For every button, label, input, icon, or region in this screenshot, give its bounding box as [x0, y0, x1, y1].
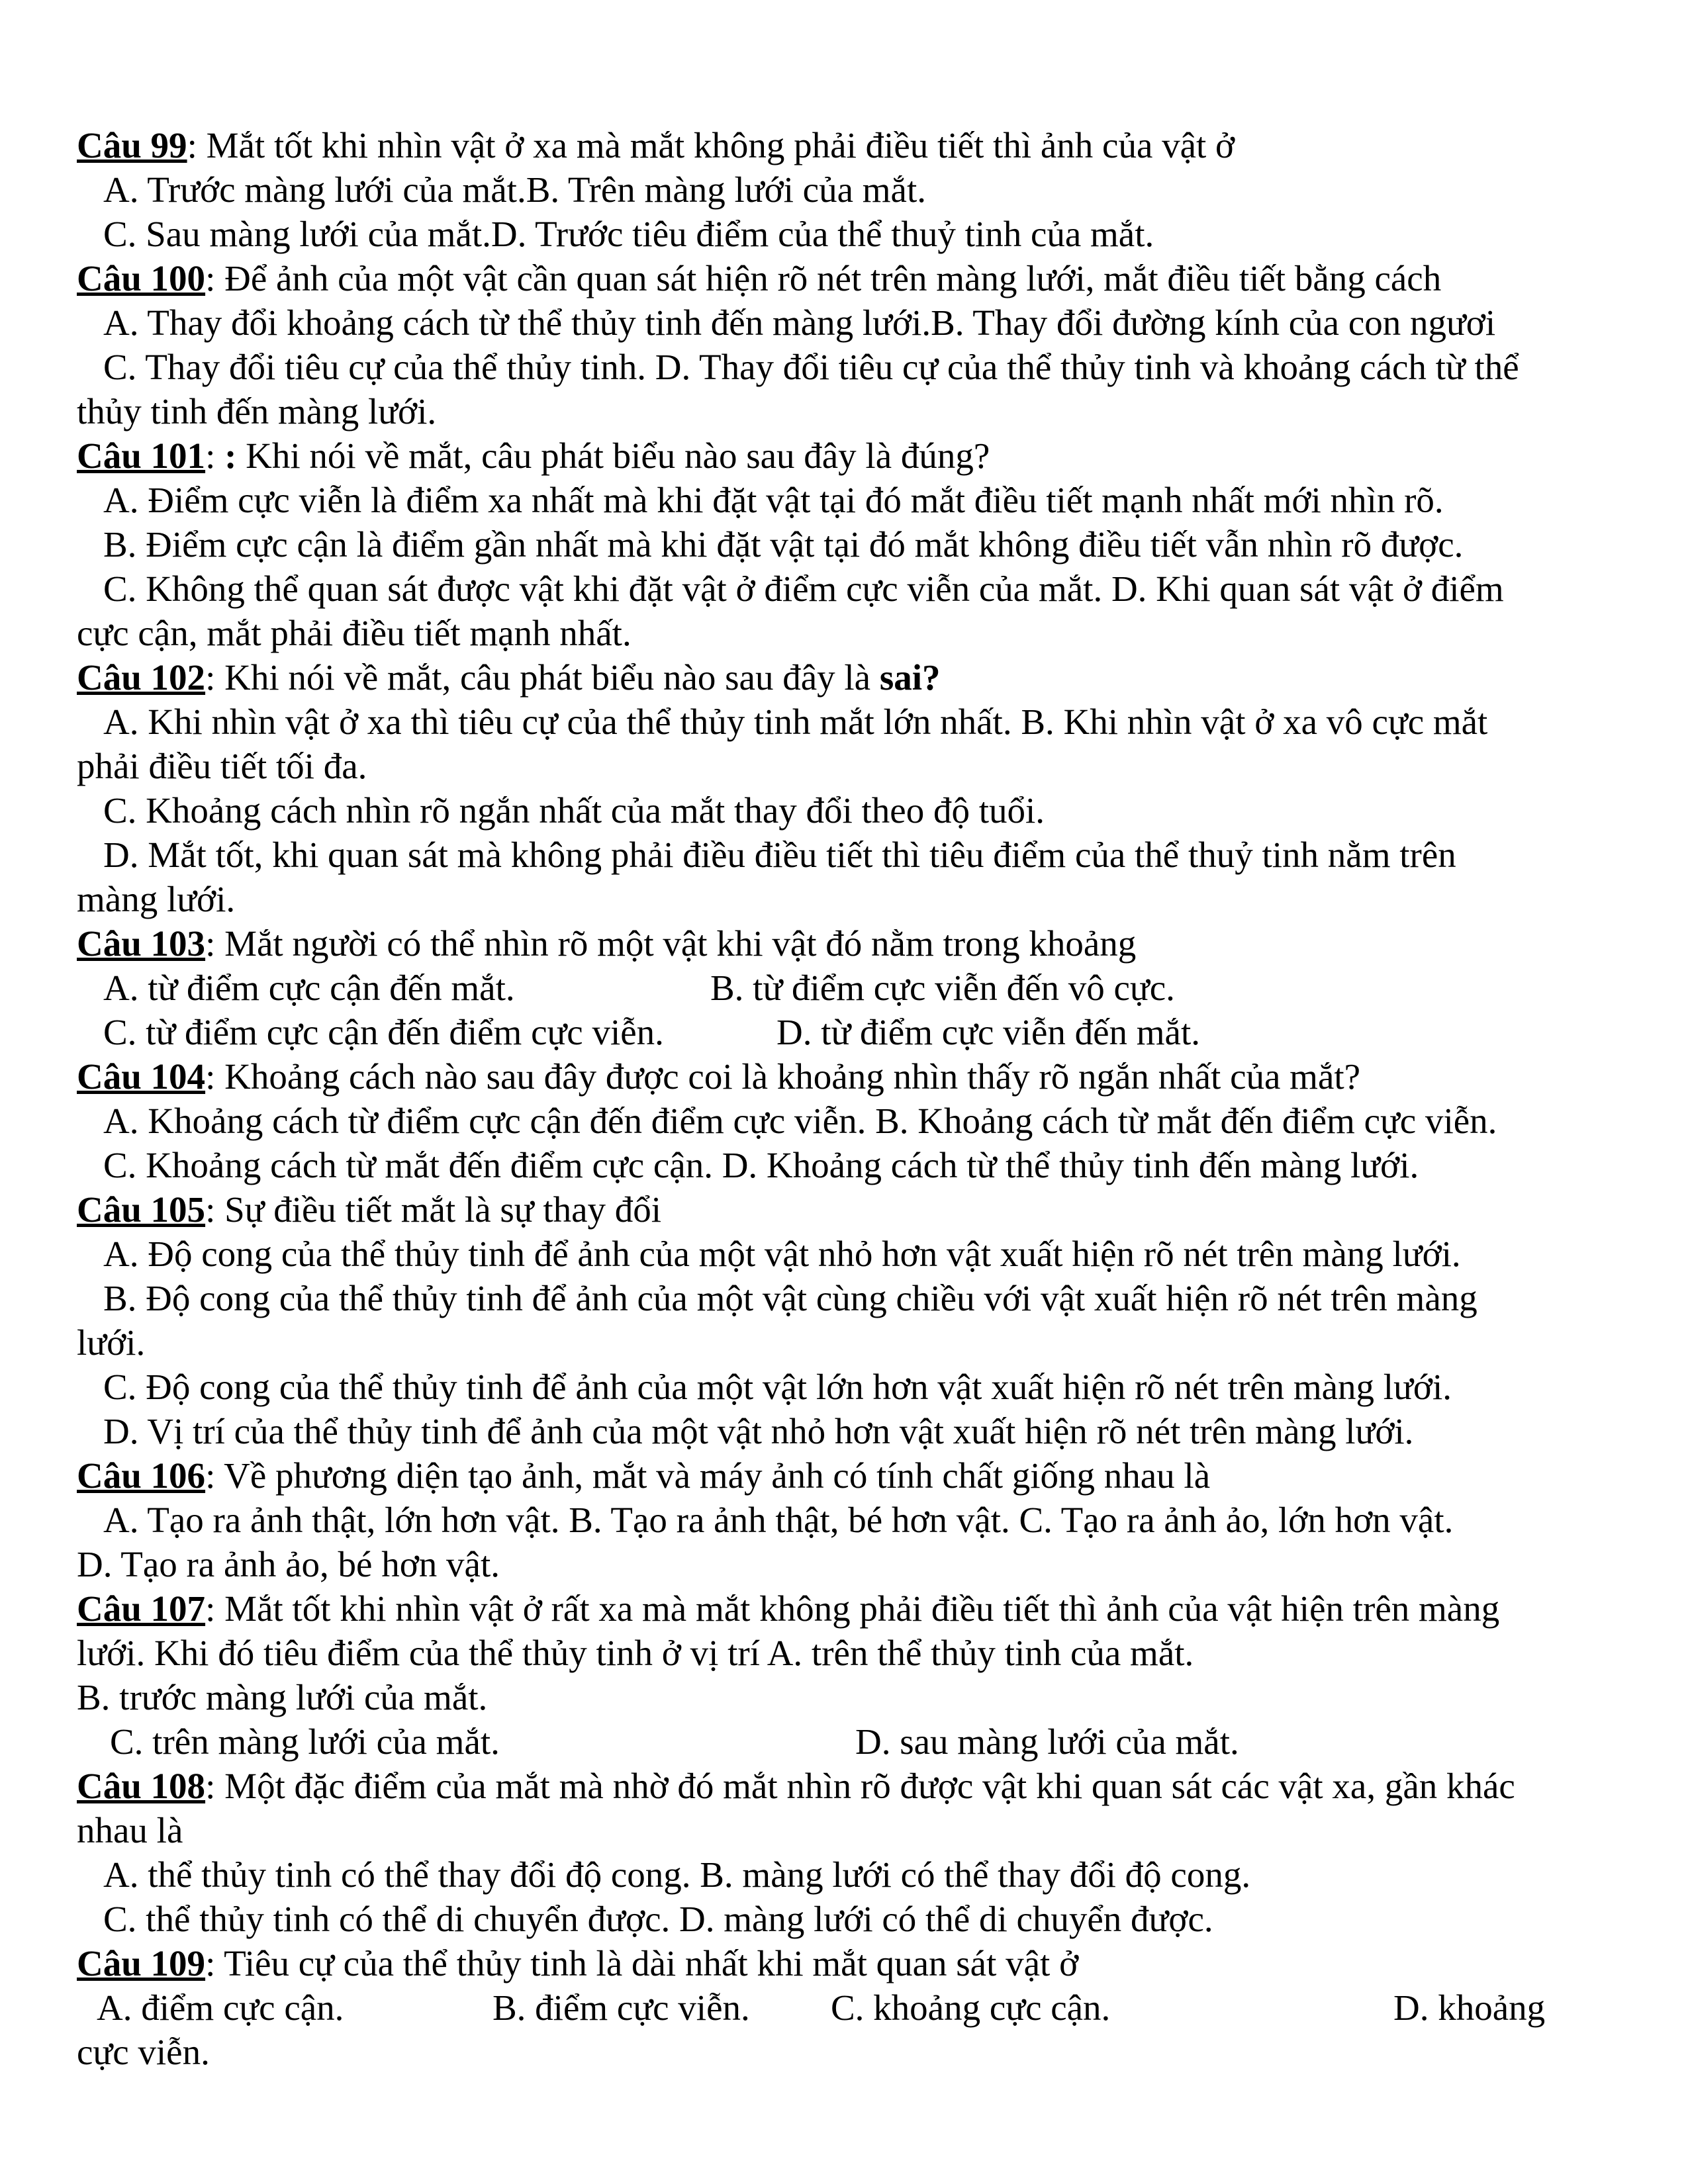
answer-line	[77, 1719, 1626, 1764]
answer-line: C. Thay đổi tiêu cự của thể thủy tinh. D. Thay đổi tiêu cự của thể thủy tinh và khoảng cách từ thể	[103, 347, 1519, 387]
question-label: Câu 99	[77, 125, 187, 165]
answer-line: C. Độ cong của thể thủy tinh để ảnh của một vật lớn hơn vật xuất hiện rõ nét trên màng lưới.	[103, 1367, 1452, 1407]
question-109	[77, 1941, 1626, 1985]
question-105	[77, 1187, 1626, 1232]
question-stem: Khi nói về mắt, câu phát biểu nào sau đây là đúng?	[236, 435, 990, 476]
question-label: Câu 102	[77, 657, 206, 698]
answer-line: A. Khi nhìn vật ở xa thì tiêu cự của thể thủy tinh mắt lớn nhất. B. Khi nhìn vật ở xa vô cực mắt	[103, 702, 1488, 742]
option-d: D. khoảng	[1393, 1987, 1546, 2028]
answer-line: cực viễn.	[77, 2032, 210, 2072]
question-label: Câu 100	[77, 258, 206, 298]
option-c: C. từ điểm cực cận đến điểm cực viễn.	[103, 1012, 664, 1052]
answer-line: B. Điểm cực cận là điểm gần nhất mà khi đặt vật tại đó mắt không điều tiết vẫn nhìn rõ được.	[103, 524, 1464, 565]
option-b: B. từ điểm cực viễn đến vô cực.	[710, 968, 1175, 1008]
answer-line: lưới. Khi đó tiêu điểm của thể thủy tinh ở vị trí A. trên thể thủy tinh của mắt.	[77, 1633, 1194, 1673]
question-label: Câu 101	[77, 435, 206, 476]
answer-line: thủy tinh đến màng lưới.	[77, 391, 437, 432]
answer-line: màng lưới.	[77, 879, 236, 919]
answer-line: A. thể thủy tinh có thể thay đổi độ cong. B. màng lưới có thể thay đổi độ cong.	[103, 1854, 1251, 1895]
question-101	[77, 433, 1626, 478]
question-label: Câu 105	[77, 1189, 206, 1230]
answer-line	[77, 1985, 1626, 2030]
answer-line: A. Điểm cực viễn là điểm xa nhất mà khi đặt vật tại đó mắt điều tiết mạnh nhất mới nhìn rõ.	[103, 480, 1444, 520]
question-stem: : Sự điều tiết mắt là sự thay đổi	[205, 1189, 662, 1230]
question-label: Câu 108	[77, 1766, 206, 1806]
question-label: Câu 103	[77, 923, 206, 964]
question-label: Câu 106	[77, 1455, 206, 1496]
question-stem: : Tiêu cự của thể thủy tinh là dài nhất khi mắt quan sát vật ở	[205, 1943, 1079, 1983]
question-stem: : Mắt tốt khi nhìn vật ở xa mà mắt không phải điều tiết thì ảnh của vật ở	[187, 125, 1235, 165]
answer-line: C. Không thể quan sát được vật khi đặt vật ở điểm cực viễn của mắt. D. Khi quan sát vật ở điểm	[103, 569, 1504, 609]
question-stem: : Để ảnh của một vật cần quan sát hiện rõ nét trên màng lưới, mắt điều tiết bằng cách	[205, 258, 1442, 298]
answer-line: C. Khoảng cách nhìn rõ ngắn nhất của mắt thay đổi theo độ tuổi.	[103, 790, 1045, 831]
question-label: Câu 107	[77, 1588, 206, 1629]
question-102	[77, 655, 1626, 700]
answer-line: cực cận, mắt phải điều tiết mạnh nhất.	[77, 613, 632, 653]
question-104	[77, 1054, 1626, 1099]
option-c: C. trên màng lưới của mắt.	[110, 1721, 500, 1762]
question-107	[77, 1586, 1626, 1631]
answer-line	[77, 1010, 1626, 1054]
answer-line: A. Trước màng lưới của mắt.B. Trên màng lưới của mắt.	[103, 169, 926, 210]
question-stem-colon: :	[224, 435, 237, 476]
question-stem: : Khoảng cách nào sau đây được coi là khoảng nhìn thấy rõ ngắn nhất của mắt?	[205, 1056, 1361, 1097]
question-108	[77, 1764, 1626, 1808]
question-stem-emphasis: sai?	[879, 657, 941, 698]
question-99	[77, 123, 1626, 167]
option-d: D. từ điểm cực viễn đến mắt.	[776, 1012, 1200, 1052]
answer-line: A. Độ cong của thể thủy tinh để ảnh của một vật nhỏ hơn vật xuất hiện rõ nét trên màng lưới.	[103, 1234, 1461, 1274]
question-stem: : Mắt tốt khi nhìn vật ở rất xa mà mắt không phải điều tiết thì ảnh của vật hiện trên màng	[205, 1588, 1500, 1629]
answer-line: C. thể thủy tinh có thể di chuyển được. D. màng lưới có thể di chuyển được.	[103, 1899, 1213, 1939]
question-label: Câu 104	[77, 1056, 206, 1097]
answer-line: D. Vị trí của thể thủy tinh để ảnh của một vật nhỏ hơn vật xuất hiện rõ nét trên màng lưới.	[103, 1411, 1414, 1451]
question-label: Câu 109	[77, 1943, 206, 1983]
option-b: B. điểm cực viễn.	[492, 1987, 750, 2028]
answer-line: B. trước màng lưới của mắt.	[77, 1677, 488, 1717]
question-100	[77, 256, 1626, 300]
question-106	[77, 1453, 1626, 1498]
question-stem-prefix: :	[205, 435, 225, 476]
answer-line: D. Tạo ra ảnh ảo, bé hơn vật.	[77, 1544, 500, 1584]
answer-line: C. Sau màng lưới của mắt.D. Trước tiêu điểm của thể thuỷ tinh của mắt.	[103, 214, 1154, 254]
option-d: D. sau màng lưới của mắt.	[855, 1721, 1239, 1762]
answer-line: D. Mắt tốt, khi quan sát mà không phải điều điều tiết thì tiêu điểm của thể thuỷ tinh nằm trên	[103, 835, 1456, 875]
answer-line: C. Khoảng cách từ mắt đến điểm cực cận. D. Khoảng cách từ thể thủy tinh đến màng lưới.	[103, 1145, 1419, 1185]
option-a: A. từ điểm cực cận đến mắt.	[103, 968, 515, 1008]
question-stem: : Khi nói về mắt, câu phát biểu nào sau đây là	[205, 657, 880, 698]
document-page	[77, 123, 1626, 2074]
question-stem: : Một đặc điểm của mắt mà nhờ đó mắt nhìn rõ được vật khi quan sát các vật xa, gần khác	[205, 1766, 1515, 1806]
option-c: C. khoảng cực cận.	[831, 1987, 1111, 2028]
answer-line: nhau là	[77, 1810, 183, 1850]
answer-line: phải điều tiết tối đa.	[77, 746, 367, 786]
question-103	[77, 921, 1626, 966]
option-a: A. điểm cực cận.	[97, 1987, 344, 2028]
answer-line: A. Thay đổi khoảng cách từ thể thủy tinh đến màng lưới.B. Thay đổi đường kính của con ngươi	[103, 302, 1496, 343]
question-stem: : Mắt người có thể nhìn rõ một vật khi vật đó nằm trong khoảng	[205, 923, 1137, 964]
answer-line: A. Tạo ra ảnh thật, lớn hơn vật. B. Tạo ra ảnh thật, bé hơn vật. C. Tạo ra ảnh ảo, lớn hơn vật.	[103, 1500, 1454, 1540]
answer-line: lưới.	[77, 1322, 146, 1363]
question-stem: : Về phương diện tạo ảnh, mắt và máy ảnh có tính chất giống nhau là	[205, 1455, 1211, 1496]
answer-line	[77, 966, 1626, 1010]
answer-line: B. Độ cong của thể thủy tinh để ảnh của một vật cùng chiều với vật xuất hiện rõ nét trên màng	[103, 1278, 1477, 1318]
answer-line: A. Khoảng cách từ điểm cực cận đến điểm cực viễn. B. Khoảng cách từ mắt đến điểm cực viễn.	[103, 1101, 1497, 1141]
